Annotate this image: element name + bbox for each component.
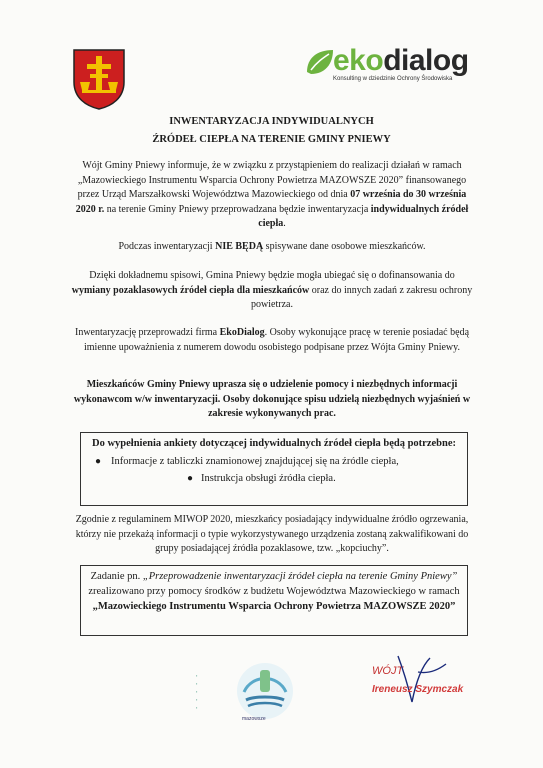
list-item: ● Instrukcja obsługi źródła ciepła. [81,470,467,487]
emblem-caption: mazowsze [242,716,266,722]
list-item: ● Informacje z tabliczki znamionowej znajdującej się na źródle ciepła, [81,453,467,470]
required-items-heading: Do wypełnienia ankiety dotyczącej indywidualnych źródeł ciepła będą potrzebne: [92,438,456,449]
title-line-1: INWENTARYZACJA INDYWIDUALNYCH [169,116,374,127]
document-title [0,113,543,149]
intro-paragraph: Wójt Gminy Pniewy informuje, że w związku z przystąpieniem do realizacji działań w ramach „Mazowieckiego Instrumentu Wsparcia Ochrony Powietrza MAZOWSZE 2020” finansowanego przez Urząd Marszałkowski Województwa Mazowieckiego od dnia 07 września do 30 września 2020 r. na terenie Gminy Pniewy przeprowadzana będzie inwentaryzacja indywidualnych źródeł ciepła. [75,160,469,229]
title-line-2: ŹRÓDEŁ CIEPŁA NA TERENIE GMINY PNIEWY [152,134,391,145]
signature-name: Ireneusz Szymczak [372,684,464,695]
emblem-side-text: ▪ ▪ ▪ ▪ ▪ [196,673,198,710]
signature-prefix: WÓJT [372,665,404,677]
bullet-icon: ● [187,473,194,484]
funding-paragraph: Dzięki dokładnemu spisowi, Gmina Pniewy będzie mogła ubiegać się o dofinansowania do wymiany pozaklasowych źródeł ciepła dla mieszkańców oraz do innych zadań z zakresu ochrony powietrza. [71,270,473,310]
privacy-paragraph: Podczas inwentaryzacji NIE BĘDĄ spisywane dane osobowe mieszkańców. [118,241,426,252]
coat-of-arms-icon [72,48,126,110]
regulation-paragraph: Zgodnie z regulaminem MIWOP 2020, mieszkańcy posiadający indywidualne źródło ogrzewania, którzy nie przekażą informacji o typie wykorzystywanego urządzenia zostaną zakwalifikowani do grupy posiadającej źródła pozaklasowe, tzw. „kopciuchy”. [75,514,469,554]
logo-wordmark: ekodialog [333,44,469,77]
logo-tagline: Konsulting w dziedzinie Ochrony Środowiska [333,76,453,82]
leaf-icon [305,48,335,76]
contractor-paragraph: Inwentaryzację przeprowadzi firma EkoDialog. Osoby wykonujące pracę w terenie posiadać będą imienne upoważnienia z numerem dowodu osobistego podpisane przez Wójta Gminy Pniewy. [74,327,470,353]
mazowsze-emblem-icon [234,660,296,722]
funding-info-box: Zadanie pn. „Przeprowadzenie inwentaryzacji źródeł ciepła na terenie Gminy Pniewy” zrealizowano przy pomocy środków z budżetu Województwa Mazowieckiego w ramach „Mazowieckiego Instrumentu Wsparcia Ochrony Powietrza MAZOWSZE 2020” [80,565,468,636]
required-items-list [81,453,467,487]
signature-icon [368,652,478,708]
request-paragraph: Mieszkańców Gminy Pniewy uprasza się o udzielenie pomocy i niezbędnych informacji wykonawcom w/w inwentaryzacji. Osoby dokonujące spisu udzielą niezbędnych wyjaśnień w zakresie wykonywanych prac. [73,379,471,419]
bullet-icon: ● [95,456,102,467]
required-items-box [80,432,468,506]
ekodialog-logo [305,44,469,88]
